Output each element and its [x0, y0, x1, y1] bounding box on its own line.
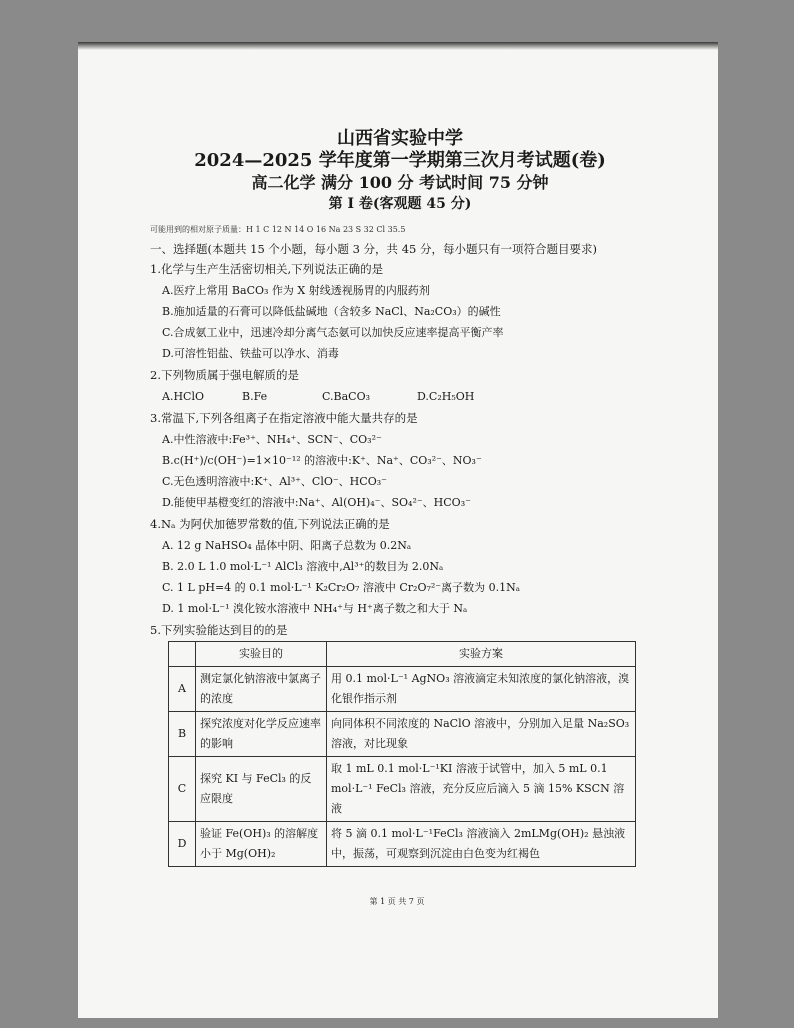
atomic-masses-note: 可能用到的相对原子质量：H 1 C 12 N 14 O 16 Na 23 S 32 Cl 35.5 — [150, 225, 406, 234]
question-1-option-d: D.可溶性铝盐、铁盐可以净水、消毒 — [162, 347, 339, 360]
subject-line: 高二化学 满分 100 分 考试时间 75 分钟 — [251, 173, 549, 192]
question-5-stem: 5.下列实验能达到目的的是 — [150, 623, 288, 637]
row-plan: 向同体积不同浓度的 NaClO 溶液中，分别加入足量 Na₂SO₃ 溶液，对比现象 — [327, 712, 636, 757]
table-row — [169, 822, 636, 867]
question-2-option-c: C.BaCO₃ — [322, 390, 371, 403]
table-row — [169, 712, 636, 757]
table-row — [169, 667, 636, 712]
question-3-option-a: A.中性溶液中:Fe³⁺、NH₄⁺、SCN⁻、CO₃²⁻ — [162, 433, 382, 446]
question-1-option-c: C.合成氨工业中，迅速冷却分离气态氨可以加快反应速率提高平衡产率 — [162, 326, 504, 339]
row-key: D — [169, 822, 196, 867]
question-3-option-b: B.c(H⁺)/c(OH⁻)=1×10⁻¹² 的溶液中:K⁺、Na⁺、CO₃²⁻、NO₃⁻ — [162, 454, 482, 467]
table-header-row — [169, 642, 636, 667]
row-aim: 测定氯化钠溶液中氯离子的浓度 — [196, 667, 327, 712]
question-1-option-a: A.医疗上常用 BaCO₃ 作为 X 射线透视肠胃的内服药剂 — [162, 284, 430, 297]
question-4-stem: 4.Nₐ 为阿伏加德罗常数的值,下列说法正确的是 — [150, 517, 390, 531]
question-4-option-c: C. 1 L pH=4 的 0.1 mol·L⁻¹ K₂Cr₂O₇ 溶液中 Cr₂O₇²⁻离子数为 0.1Nₐ — [162, 581, 520, 594]
row-aim: 探究浓度对化学反应速率的影响 — [196, 712, 327, 757]
question-4-option-b: B. 2.0 L 1.0 mol·L⁻¹ AlCl₃ 溶液中,Al³⁺的数目为 2.0Nₐ — [162, 560, 444, 573]
row-plan: 将 5 滴 0.1 mol·L⁻¹FeCl₃ 溶液滴入 2mLMg(OH)₂ 悬浊液中，振荡，可观察到沉淀由白色变为红褐色 — [327, 822, 636, 867]
question-2-option-b: B.Fe — [242, 390, 268, 403]
question-1-option-b: B.施加适量的石膏可以降低盐碱地（含较多 NaCl、Na₂CO₃）的碱性 — [162, 305, 501, 318]
row-aim: 验证 Fe(OH)₃ 的溶解度小于 Mg(OH)₂ — [196, 822, 327, 867]
school-title: 山西省实验中学 — [337, 128, 463, 149]
section-heading: 一、选择题(本题共 15 个小题，每小题 3 分，共 45 分，每小题只有一项符合题目要求) — [150, 242, 597, 256]
exam-page — [150, 120, 650, 867]
experiment-table — [168, 641, 636, 867]
row-aim: 探究 KI 与 FeCl₃ 的反应限度 — [196, 757, 327, 822]
row-plan: 用 0.1 mol·L⁻¹ AgNO₃ 溶液滴定未知浓度的氯化钠溶液，溴化银作指示剂 — [327, 667, 636, 712]
row-key: A — [169, 667, 196, 712]
question-4-option-d: D. 1 mol·L⁻¹ 溴化铵水溶液中 NH₄⁺与 H⁺离子数之和大于 Nₐ — [162, 602, 468, 615]
exam-title: 2024—2025 学年度第一学期第三次月考试题(卷) — [194, 150, 606, 171]
question-1-stem: 1.化学与生产生活密切相关,下列说法正确的是 — [150, 262, 384, 276]
question-4-option-a: A. 12 g NaHSO₄ 晶体中阴、阳离子总数为 0.2Nₐ — [162, 539, 412, 552]
table-row — [169, 757, 636, 822]
question-3-option-c: C.无色透明溶液中:K⁺、Al³⁺、ClO⁻、HCO₃⁻ — [162, 475, 387, 488]
row-key: C — [169, 757, 196, 822]
question-3-option-d: D.能使甲基橙变红的溶液中:Na⁺、Al(OH)₄⁻、SO₄²⁻、HCO₃⁻ — [162, 496, 471, 509]
table-corner — [169, 642, 196, 667]
page-footer: 第 1 页 共 7 页 — [369, 897, 425, 906]
scan-shadow — [78, 42, 718, 50]
question-2-options — [162, 386, 650, 407]
table-header-aim: 实验目的 — [196, 642, 327, 667]
table-header-plan: 实验方案 — [327, 642, 636, 667]
row-key: B — [169, 712, 196, 757]
question-2-stem: 2.下列物质属于强电解质的是 — [150, 368, 299, 382]
question-2-option-d: D.C₂H₅OH — [417, 390, 475, 403]
part-title: 第 I 卷(客观题 45 分) — [328, 196, 472, 212]
question-3-stem: 3.常温下,下列各组离子在指定溶液中能大量共存的是 — [150, 411, 418, 425]
question-2-option-a: A.HClO — [162, 390, 204, 403]
row-plan: 取 1 mL 0.1 mol·L⁻¹KI 溶液于试管中，加入 5 mL 0.1 mol·L⁻¹ FeCl₃ 溶液，充分反应后滴入 5 滴 15% KSCN 溶液 — [327, 757, 636, 822]
